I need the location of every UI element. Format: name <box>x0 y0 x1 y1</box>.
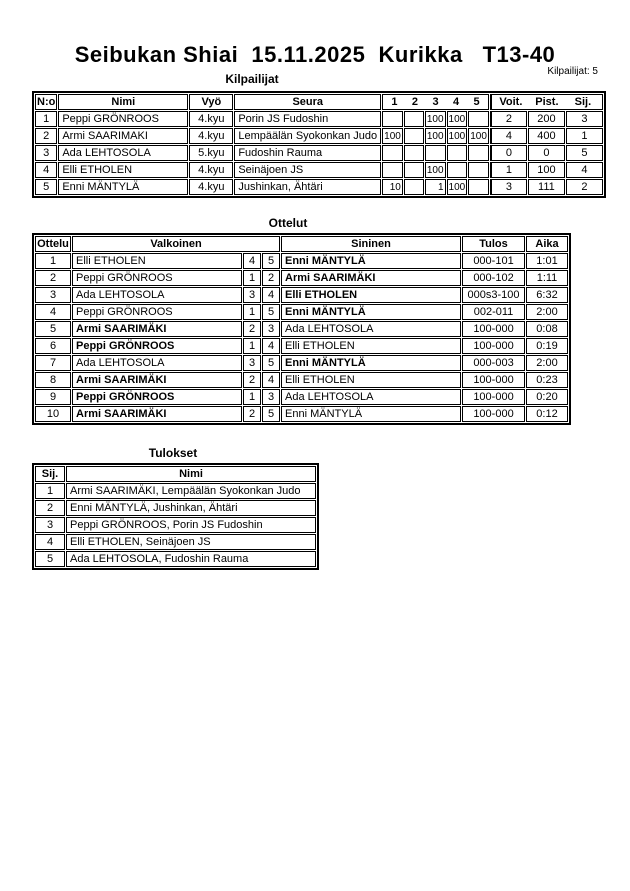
cell-match-no: 10 <box>35 406 71 422</box>
match-row <box>35 338 568 354</box>
cell-result-sij: 5 <box>35 551 65 567</box>
cell-vyo: 4.kyu <box>189 111 233 127</box>
cell-score-4: 100 <box>447 128 468 144</box>
section-title-ottelut: Ottelut <box>268 216 308 230</box>
cell-pist: 100 <box>528 162 565 178</box>
cell-score-5 <box>468 145 489 161</box>
cell-aika: 0:19 <box>526 338 568 354</box>
cell-blue-number: 5 <box>262 406 280 422</box>
cell-match-no: 9 <box>35 389 71 405</box>
match-row <box>35 372 568 388</box>
cell-white-number: 2 <box>243 372 261 388</box>
result-row <box>35 551 316 567</box>
cell-blue-name: Elli ETHOLEN <box>281 338 461 354</box>
cell-blue-number: 4 <box>262 287 280 303</box>
match-row <box>35 287 568 303</box>
cell-voit: 1 <box>490 162 527 178</box>
cell-pist: 111 <box>528 179 565 195</box>
results-table <box>32 463 319 570</box>
cell-score-2 <box>404 128 424 144</box>
results-body <box>35 483 316 567</box>
cell-white-name: Armi SAARIMÄKI <box>72 321 242 337</box>
cell-match-no: 1 <box>35 253 71 269</box>
cell-seura: Fudoshin Rauma <box>234 145 381 161</box>
match-row <box>35 389 568 405</box>
section-title-tulokset: Tulokset <box>148 446 198 460</box>
cell-no: 5 <box>35 179 57 195</box>
cell-no: 1 <box>35 111 57 127</box>
cell-tulos: 000s3-100 <box>462 287 525 303</box>
cell-white-number: 3 <box>243 355 261 371</box>
cell-white-number: 2 <box>243 321 261 337</box>
result-row <box>35 483 316 499</box>
cell-aika: 1:01 <box>526 253 568 269</box>
cell-voit: 0 <box>490 145 527 161</box>
cell-match-no: 2 <box>35 270 71 286</box>
cell-blue-name: Enni MÄNTYLÄ <box>281 304 461 320</box>
header-aika: Aika <box>526 236 568 252</box>
cell-blue-number: 4 <box>262 338 280 354</box>
cell-match-no: 5 <box>35 321 71 337</box>
section-title-kilpailijat: Kilpailijat <box>225 72 279 86</box>
cell-pist: 200 <box>528 111 565 127</box>
cell-white-number: 3 <box>243 287 261 303</box>
cell-blue-name: Elli ETHOLEN <box>281 372 461 388</box>
cell-score-1 <box>382 162 403 178</box>
cell-blue-name: Enni MÄNTYLÄ <box>281 253 461 269</box>
cell-tulos: 002-011 <box>462 304 525 320</box>
cell-blue-number: 5 <box>262 304 280 320</box>
header-result-sij: Sij. <box>35 466 65 482</box>
cell-seura: Porin JS Fudoshin <box>234 111 381 127</box>
header-opp-3: 3 <box>432 95 439 108</box>
cell-aika: 0:12 <box>526 406 568 422</box>
cell-no: 3 <box>35 145 57 161</box>
cell-score-3: 100 <box>425 162 446 178</box>
header-opp-1: 1 <box>391 95 398 108</box>
cell-tulos: 000-003 <box>462 355 525 371</box>
cell-score-4 <box>447 145 468 161</box>
cell-pist: 400 <box>528 128 565 144</box>
cell-aika: 0:23 <box>526 372 568 388</box>
cell-no: 4 <box>35 162 57 178</box>
cell-result-sij: 2 <box>35 500 65 516</box>
matches-header-row <box>35 236 568 252</box>
cell-voit: 4 <box>490 128 527 144</box>
cell-score-1 <box>382 111 403 127</box>
cell-score-3: 100 <box>425 111 446 127</box>
cell-score-5: 100 <box>468 128 489 144</box>
cell-white-name: Elli ETHOLEN <box>72 253 242 269</box>
header-totals-group <box>490 94 603 110</box>
cell-vyo: 5.kyu <box>189 145 233 161</box>
cell-sij: 5 <box>566 145 603 161</box>
match-row <box>35 321 568 337</box>
competitor-count: Kilpailijat: 5 <box>547 66 598 77</box>
header-vyo: Vyö <box>189 94 233 110</box>
competitor-row <box>35 179 603 195</box>
cell-blue-number: 5 <box>262 355 280 371</box>
cell-match-no: 4 <box>35 304 71 320</box>
match-row <box>35 406 568 422</box>
cell-vyo: 4.kyu <box>189 162 233 178</box>
cell-tulos: 100-000 <box>462 406 525 422</box>
header-ottelu: Ottelu <box>35 236 71 252</box>
header-valkoinen: Valkoinen <box>72 236 280 252</box>
cell-vyo: 4.kyu <box>189 128 233 144</box>
cell-match-no: 3 <box>35 287 71 303</box>
cell-aika: 2:00 <box>526 304 568 320</box>
results-header-row <box>35 466 316 482</box>
cell-result-sij: 3 <box>35 517 65 533</box>
header-sij: Sij. <box>574 95 592 108</box>
cell-nimi: Ada LEHTOSOLA <box>58 145 188 161</box>
competitor-row <box>35 145 603 161</box>
cell-match-no: 8 <box>35 372 71 388</box>
cell-white-number: 2 <box>243 406 261 422</box>
cell-white-number: 1 <box>243 270 261 286</box>
cell-blue-name: Ada LEHTOSOLA <box>281 389 461 405</box>
cell-aika: 0:08 <box>526 321 568 337</box>
cell-white-name: Armi SAARIMÄKI <box>72 372 242 388</box>
cell-white-name: Peppi GRÖNROOS <box>72 270 242 286</box>
cell-score-1 <box>382 145 403 161</box>
cell-white-number: 1 <box>243 389 261 405</box>
cell-tulos: 100-000 <box>462 372 525 388</box>
result-row <box>35 517 316 533</box>
cell-sij: 2 <box>566 179 603 195</box>
cell-match-no: 7 <box>35 355 71 371</box>
header-voit: Voit. <box>499 95 523 108</box>
header-result-nimi: Nimi <box>66 466 316 482</box>
cell-tulos: 000-101 <box>462 253 525 269</box>
competitor-row <box>35 111 603 127</box>
cell-voit: 3 <box>490 179 527 195</box>
cell-nimi: Peppi GRÖNROOS <box>58 111 188 127</box>
header-opp-2: 2 <box>411 95 419 108</box>
cell-white-name: Peppi GRÖNROOS <box>72 304 242 320</box>
match-row <box>35 270 568 286</box>
cell-score-1: 100 <box>382 128 403 144</box>
header-tulos: Tulos <box>462 236 525 252</box>
cell-blue-number: 2 <box>262 270 280 286</box>
cell-score-5 <box>468 162 489 178</box>
cell-white-name: Ada LEHTOSOLA <box>72 355 242 371</box>
competitor-row <box>35 128 603 144</box>
header-no: N:o <box>35 94 57 110</box>
result-row <box>35 534 316 550</box>
cell-result-nimi: Peppi GRÖNROOS, Porin JS Fudoshin <box>66 517 316 533</box>
matches-table <box>32 233 571 425</box>
cell-blue-name: Enni MÄNTYLÄ <box>281 355 461 371</box>
cell-score-3 <box>425 145 446 161</box>
header-sininen: Sininen <box>281 236 461 252</box>
cell-seura: Lempäälän Syokonkan Judo <box>234 128 381 144</box>
header-seura: Seura <box>234 94 381 110</box>
cell-aika: 1:11 <box>526 270 568 286</box>
cell-score-5 <box>468 179 489 195</box>
cell-score-4: 100 <box>447 179 468 195</box>
cell-blue-name: Enni MÄNTYLÄ <box>281 406 461 422</box>
cell-white-number: 1 <box>243 304 261 320</box>
cell-white-name: Ada LEHTOSOLA <box>72 287 242 303</box>
match-row <box>35 253 568 269</box>
cell-score-3: 1 <box>425 179 446 195</box>
cell-score-1: 10 <box>382 179 403 195</box>
header-nimi: Nimi <box>58 94 188 110</box>
cell-vyo: 4.kyu <box>189 179 233 195</box>
cell-score-4 <box>447 162 468 178</box>
cell-score-2 <box>404 179 424 195</box>
cell-result-sij: 4 <box>35 534 65 550</box>
cell-no: 2 <box>35 128 57 144</box>
cell-nimi: Enni MÄNTYLÄ <box>58 179 188 195</box>
cell-result-nimi: Enni MÄNTYLÄ, Jushinkan, Ähtäri <box>66 500 316 516</box>
cell-pist: 0 <box>528 145 565 161</box>
cell-tulos: 100-000 <box>462 389 525 405</box>
match-row <box>35 304 568 320</box>
cell-result-nimi: Ada LEHTOSOLA, Fudoshin Rauma <box>66 551 316 567</box>
result-row <box>35 500 316 516</box>
cell-result-sij: 1 <box>35 483 65 499</box>
cell-match-no: 6 <box>35 338 71 354</box>
matches-body <box>35 253 568 422</box>
cell-score-4: 100 <box>447 111 468 127</box>
cell-nimi: Elli ETHOLEN <box>58 162 188 178</box>
cell-tulos: 100-000 <box>462 321 525 337</box>
cell-score-3: 100 <box>425 128 446 144</box>
cell-score-2 <box>404 145 424 161</box>
cell-blue-number: 3 <box>262 321 280 337</box>
competitors-table <box>32 91 606 198</box>
cell-tulos: 100-000 <box>462 338 525 354</box>
cell-voit: 2 <box>490 111 527 127</box>
competitors-header-row <box>35 94 603 110</box>
cell-aika: 6:32 <box>526 287 568 303</box>
cell-score-2 <box>404 111 424 127</box>
cell-tulos: 000-102 <box>462 270 525 286</box>
cell-blue-name: Elli ETHOLEN <box>281 287 461 303</box>
page-title: Seibukan Shiai 15.11.2025 Kurikka T13-40 <box>74 42 556 67</box>
cell-seura: Seinäjoen JS <box>234 162 381 178</box>
cell-white-name: Peppi GRÖNROOS <box>72 338 242 354</box>
competitor-row <box>35 162 603 178</box>
header-pist: Pist. <box>535 95 559 108</box>
cell-aika: 2:00 <box>526 355 568 371</box>
cell-seura: Jushinkan, Ähtäri <box>234 179 381 195</box>
cell-white-name: Peppi GRÖNROOS <box>72 389 242 405</box>
cell-sij: 1 <box>566 128 603 144</box>
cell-blue-name: Ada LEHTOSOLA <box>281 321 461 337</box>
cell-white-number: 1 <box>243 338 261 354</box>
cell-sij: 4 <box>566 162 603 178</box>
cell-white-number: 4 <box>243 253 261 269</box>
cell-nimi: Armi SAARIMAKI <box>58 128 188 144</box>
cell-blue-number: 5 <box>262 253 280 269</box>
cell-result-nimi: Armi SAARIMÄKI, Lempäälän Syokonkan Judo <box>66 483 316 499</box>
match-row <box>35 355 568 371</box>
cell-blue-name: Armi SAARIMÄKI <box>281 270 461 286</box>
header-opp-5: 5 <box>473 95 480 108</box>
cell-sij: 3 <box>566 111 603 127</box>
cell-score-5 <box>468 111 489 127</box>
cell-blue-number: 3 <box>262 389 280 405</box>
cell-aika: 0:20 <box>526 389 568 405</box>
cell-white-name: Armi SAARIMÄKI <box>72 406 242 422</box>
cell-score-2 <box>404 162 424 178</box>
cell-blue-number: 4 <box>262 372 280 388</box>
competitors-body <box>35 111 603 195</box>
header-opp-4: 4 <box>453 95 460 108</box>
cell-result-nimi: Elli ETHOLEN, Seinäjoen JS <box>66 534 316 550</box>
header-opponent-numbers <box>382 94 489 110</box>
